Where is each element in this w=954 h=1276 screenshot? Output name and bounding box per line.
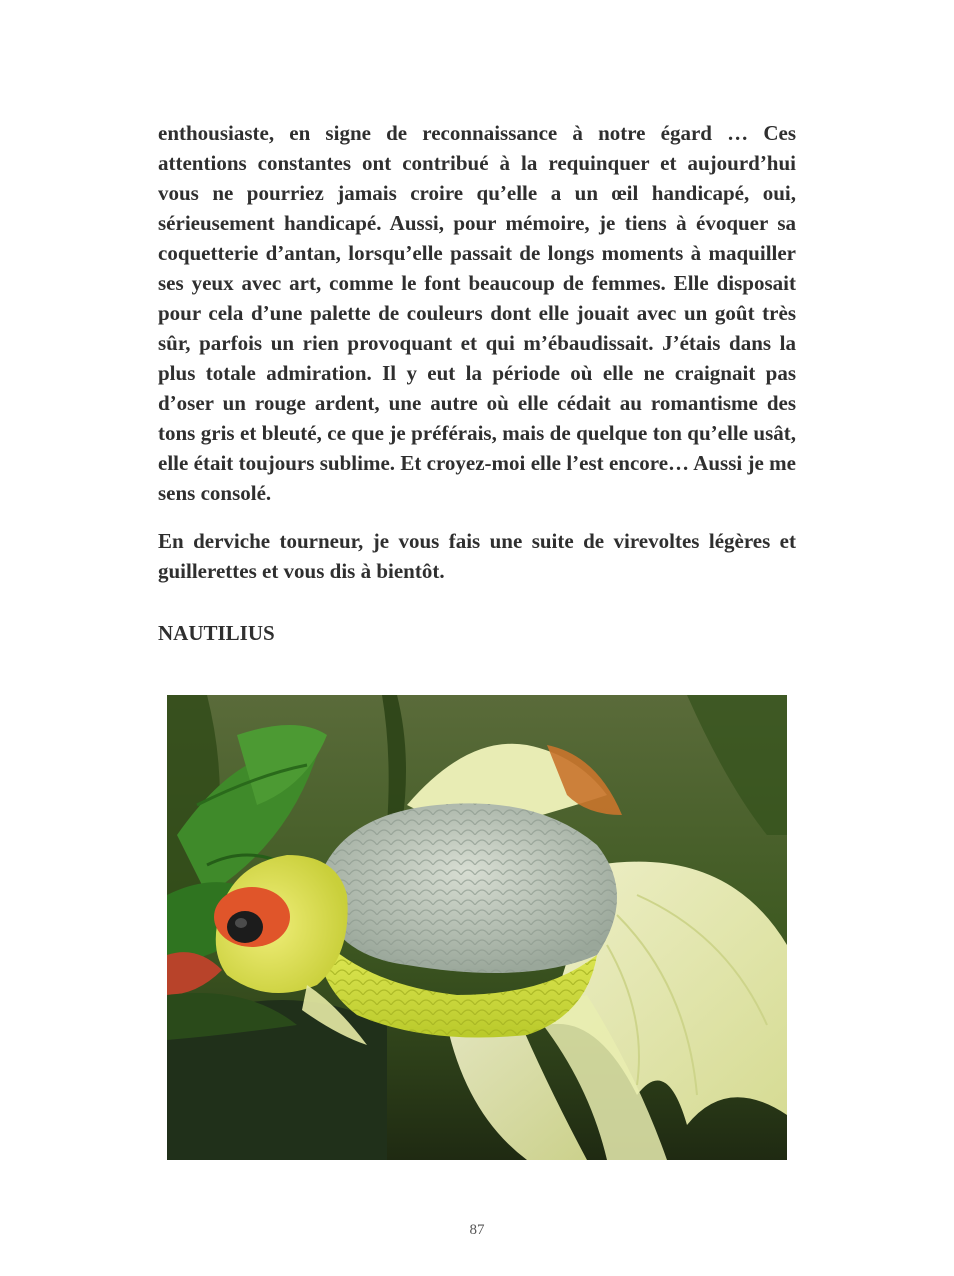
goldfish-photo	[167, 695, 787, 1160]
goldfish-illustration	[167, 695, 787, 1160]
page-number: 87	[469, 1222, 485, 1238]
body-text	[158, 118, 796, 648]
paragraph-2: En derviche tourneur, je vous fais une suite de virevoltes légères et guillerettes et vous dis à bientôt.	[158, 529, 796, 583]
paragraph-1: enthousiaste, en signe de reconnaissance à notre égard … Ces attentions constantes ont contribué à la requinquer et aujourd’hui vous ne pourriez jamais croire qu’elle a un œil handicapé, oui, sérieusement handicapé. Aussi, pour mémoire, je tiens à évoquer sa coquetterie d’antan, lorsqu’elle passait de longs moments à maquiller ses yeux avec art, comme le font beaucoup de femmes. Elle disposait pour cela d’une palette de couleurs dont elle jouait avec un goût très sûr, parfois un rien provoquant et qui m’ébaudissait. J’étais dans la plus totale admiration. Il y eut la période où elle ne craignait pas d’oser un rouge ardent, une autre où elle cédait au romantisme des tons gris et bleuté, ce que je préférais, mais de quelque ton qu’elle usât, elle était toujours sublime. Et croyez-moi elle l’est encore… Aussi je me sens consolé.	[158, 121, 796, 505]
section-title: NAUTILIUS	[158, 621, 275, 645]
